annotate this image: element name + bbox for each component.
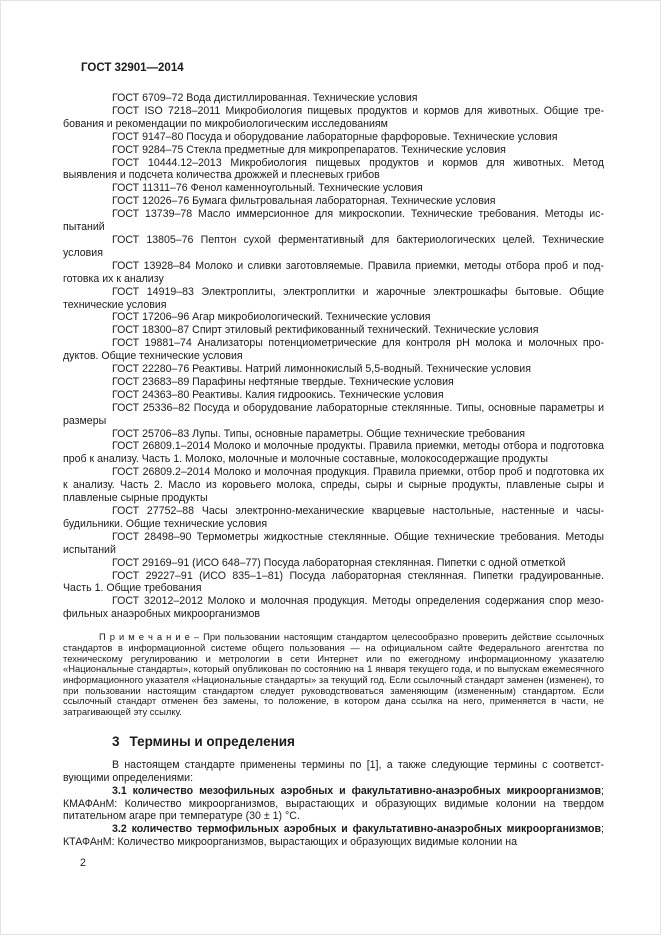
reference-item: ГОСТ 17206–96 Агар микробиологический. Технические условия	[112, 311, 431, 324]
reference-item: ГОСТ 28498–90 Термометры жидкостные стеклянные. Общие технические требования. Методы испытаний	[63, 530, 604, 556]
note-paragraph	[63, 632, 604, 718]
running-header: ГОСТ 32901—2014	[81, 62, 184, 74]
reference-item: ГОСТ 25706–83 Лупы. Типы, основные параметры. Общие технические требования	[112, 427, 525, 440]
reference-item: ГОСТ 26809.1–2014 Молоко и молочные продукты. Правила приемки, методы отбора и подготовка проб к анализу. Часть 1. Молоко, молочные и молочные составные, молокосодержащие продукты	[63, 440, 604, 466]
note-text: – При пользовании настоящим стандартом целесообразно проверить действие ссылочных стандартов в информационной системе общего пользования — на официальном сайте Федерального агентства по техническому регулированию и метрологии в сети Интернет или по ежегодному информационному указателю «Национальные стандарты», который опубликован по состоянию на 1 января текущего года, и по выпускам ежемесячного информационного указателя «Национальные стандарты» за текущий год. Если ссылочный стандарт заменен (изменен), то при пользовании настоящим стандартом следует руководствоваться заменяющим (измененным) стандартом. Если ссылочный стандарт отменен без замены, то положение, в котором дана ссылка на него, применяется в части, не затрагивающей эту ссылку.	[63, 631, 604, 718]
term-description: ; КТАФАнМ: Количество микроорганизмов, вырастающих и образующих видимые колонии на	[63, 823, 604, 849]
term-definition-3-2	[63, 823, 604, 849]
reference-item: ГОСТ 9147–80 Посуда и оборудование лабораторные фарфоровые. Технические условия	[112, 130, 558, 143]
page-number: 2	[80, 857, 86, 869]
term-definition-3-1	[63, 785, 604, 824]
note-label: П р и м е ч а н и е	[99, 631, 190, 643]
reference-item: ГОСТ 25336–82 Посуда и оборудование лабораторные стеклянные. Типы, основные параметры и размеры	[63, 401, 604, 427]
page-content	[63, 62, 604, 849]
reference-item: ГОСТ 29169–91 (ИСО 648–77) Посуда лабораторная стеклянная. Пипетки с одной отметкой	[112, 556, 566, 569]
term-name: 3.1 количество мезофильных аэробных и факультативно-анаэробных микроорганизмов	[112, 784, 602, 797]
section-intro: В настоящем стандарте применены термины по [1], а также следующие термины с соответствующими определениями:	[63, 758, 604, 784]
reference-item: ГОСТ 13739–78 Масло иммерсионное для микроскопии. Технические требования. Методы испытаний	[63, 208, 604, 234]
reference-item: ГОСТ 26809.2–2014 Молоко и молочная продукция. Правила приемки, отбор проб и подготовка их к анализу. Часть 2. Масло из коровьего молока, спреды, сыры и сырные продукты, плавленые сыры и плавленые сырные продукты	[63, 466, 604, 505]
section-heading	[63, 734, 604, 749]
reference-item: ГОСТ 22280–76 Реактивы. Натрий лимоннокислый 5,5-водный. Технические условия	[112, 363, 531, 376]
reference-item: ГОСТ ISO 7218–2011 Микробиология пищевых продуктов и кормов для животных. Общие требования и рекомендации по микробиологическим исследованиям	[63, 104, 604, 130]
reference-item: ГОСТ 13928–84 Молоко и сливки заготовляемые. Правила приемки, методы отбора проб и подготовка их к анализу	[63, 259, 604, 285]
term-name: 3.2 количество термофильных аэробных и факультативно-анаэробных микроорганизмов	[112, 823, 602, 836]
reference-item: ГОСТ 18300–87 Спирт этиловый ректификованный технический. Технические условия	[112, 324, 539, 337]
reference-item: ГОСТ 6709–72 Вода дистиллированная. Технические условия	[112, 92, 418, 104]
reference-item: ГОСТ 19881–74 Анализаторы потенциометрические для контроля pH молока и молочных продуктов. Общие технические условия	[63, 337, 604, 363]
reference-item: ГОСТ 9284–75 Стекла предметные для микропрепаратов. Технические условия	[112, 143, 506, 156]
reference-item: ГОСТ 11311–76 Фенол каменноугольный. Технические условия	[112, 182, 423, 195]
reference-item: ГОСТ 29227–91 (ИСО 835–1–81) Посуда лабораторная стеклянная. Пипетки градуированные. Часть 1. Общие требования	[63, 569, 604, 595]
section-title: Термины и определения	[129, 733, 295, 749]
reference-item: ГОСТ 23683–89 Парафины нефтяные твердые. Технические условия	[112, 375, 454, 388]
term-description: ; КМАФАнМ: Количество микроорганизмов, вырастающих и образующих видимые колонии на твердом питательном агаре при температуре (30 ± 1) °С.	[63, 784, 604, 823]
reference-item: ГОСТ 27752–88 Часы электронно-механические кварцевые настольные, настенные и часы-будильники. Общие технические условия	[63, 505, 604, 530]
section-number: 3	[112, 733, 120, 749]
reference-item: ГОСТ 10444.12–2013 Микробиология пищевых продуктов и кормов для животных. Метод выявления и подсчета количества дрожжей и плесневых грибов	[63, 156, 604, 182]
reference-item: ГОСТ 24363–80 Реактивы. Калия гидроокись. Технические условия	[112, 388, 444, 401]
reference-item: ГОСТ 32012–2012 Молоко и молочная продукция. Методы определения содержания спор мезофильных анаэробных микроорганизмов	[63, 595, 604, 621]
references-list	[63, 92, 604, 621]
reference-item: ГОСТ 12026–76 Бумага фильтровальная лабораторная. Технические условия	[112, 195, 496, 208]
reference-item: ГОСТ 13805–76 Пептон сухой ферментативный для бактериологических целей. Технические условия	[63, 233, 604, 259]
reference-item: ГОСТ 14919–83 Электроплиты, электроплитки и жарочные электрошкафы бытовые. Общие технические условия	[63, 285, 604, 311]
